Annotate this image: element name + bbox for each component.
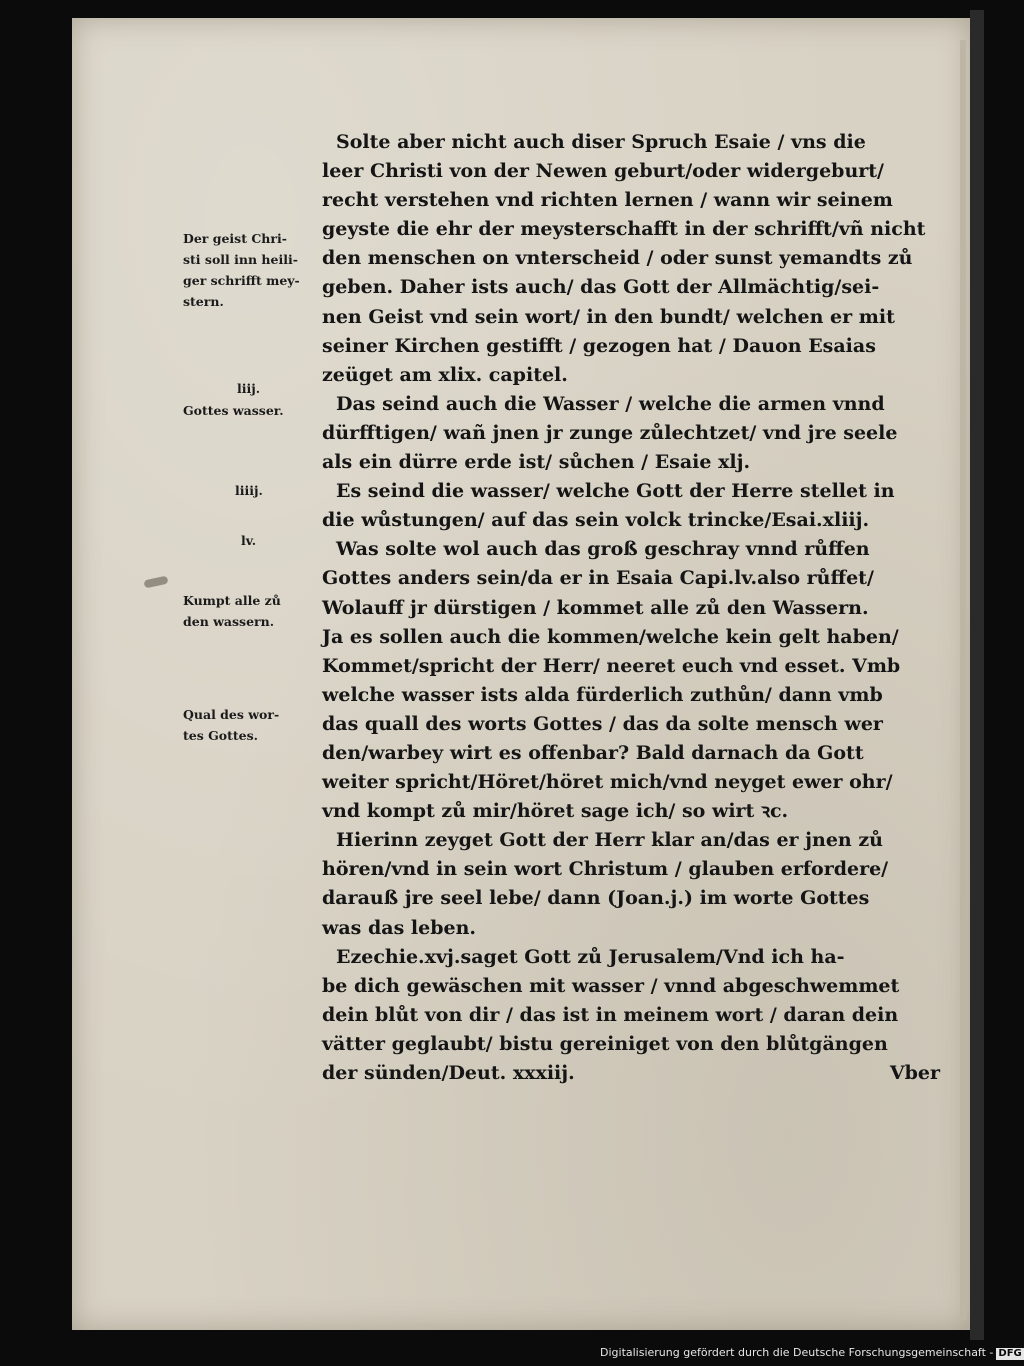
footer-text: Digitalisierung gefördert durch die Deutsche Forschungsgemeinschaft - — [600, 1346, 994, 1359]
text-line: Das seind auch die Wasser / welche die armen vnnd — [336, 392, 885, 415]
text-line: Gottes anders sein/da er in Esaia Capi.lv.also růffet/ — [322, 567, 874, 590]
digitization-footer — [600, 1346, 1022, 1360]
text-line: hören/vnd in sein wort Christum / glauben erfordere/ — [322, 858, 889, 881]
margin-note-line: lv. — [241, 533, 257, 548]
margin-note-line: tes Gottes. — [183, 728, 259, 743]
dfg-logo: DFG — [998, 1348, 1022, 1359]
margin-note-line: Gottes wasser. — [183, 403, 284, 418]
margin-note-line: ger schrifft mey- — [183, 273, 300, 288]
text-line: Es seind die wasser/ welche Gott der Herre stellet in — [336, 480, 895, 503]
margin-note-line: Der geist Chri- — [183, 231, 287, 246]
text-line: recht verstehen vnd richten lernen / wann wir seinem — [322, 189, 893, 212]
text-line: den menschen on vnterscheid / oder sunst yemandts zů — [322, 247, 913, 270]
margin-note — [235, 480, 263, 501]
margin-note-line: Kumpt alle zů — [183, 593, 281, 608]
margin-note-line: liij. — [237, 381, 261, 396]
text-line: dein blůt von dir / das ist in meinem wort / daran dein — [322, 1003, 899, 1026]
text-line: vnd kompt zů mir/höret sage ich/ so wirt ꝛc. — [322, 800, 789, 823]
text-line: geben. Daher ists auch/ das Gott der Allmächtig/sei- — [322, 276, 880, 299]
text-line: Ezechie.xvj.saget Gott zů Jerusalem/Vnd ich ha- — [336, 945, 845, 968]
text-line: was das leben. — [322, 916, 476, 939]
margin-note-line: Qual des wor- — [183, 707, 280, 722]
text-line: der sünden/Deut. xxxiij. — [322, 1062, 575, 1084]
text-line: das quall des worts Gottes / das da solte mensch wer — [322, 712, 883, 735]
text-line: dürfftigen/ wañ jnen jr zunge zůlechtzet/ vnd jre seele — [322, 421, 898, 444]
text-line: darauß jre seel lebe/ dann (Joan.j.) im worte Gottes — [322, 887, 870, 910]
text-line: leer Christi von der Newen geburt/oder widergeburt/ — [322, 160, 884, 183]
catchword: Vber — [889, 1062, 940, 1084]
margin-note — [241, 530, 256, 551]
page-edge — [960, 40, 966, 1320]
text-line: Ja es sollen auch die kommen/welche kein gelt haben/ — [322, 625, 899, 648]
text-line: den/warbey wirt es offenbar? Bald darnach da Gott — [322, 741, 864, 764]
margin-note — [183, 228, 300, 312]
margin-note-line: liiij. — [235, 483, 263, 498]
margin-note-line: sti soll inn heili- — [183, 252, 298, 267]
text-line: als ein dürre erde ist/ sůchen / Esaie xlj. — [322, 451, 751, 474]
text-line: nen Geist vnd sein wort/ in den bundt/ welchen er mit — [322, 305, 895, 328]
text-line: die wůstungen/ auf das sein volck trincke/Esai.xliij. — [322, 509, 870, 532]
text-line: Kommet/spricht der Herr/ neeret euch vnd esset. Vmb — [322, 654, 901, 677]
text-line: weiter spricht/Höret/höret mich/vnd neyget ewer ohr/ — [322, 771, 893, 794]
margin-note — [237, 378, 260, 399]
text-line: Hierinn zeyget Gott der Herr klar an/das er jnen zů — [336, 829, 883, 852]
text-line: zeüget am xlix. capitel. — [322, 363, 568, 386]
margin-note — [183, 590, 281, 632]
text-line: Was solte wol auch das groß geschray vnnd růffen — [336, 538, 870, 561]
margin-note-line: den wassern. — [183, 614, 275, 629]
main-text-block — [322, 128, 944, 1088]
margin-note-line: stern. — [183, 294, 224, 309]
text-line: vätter geglaubt/ bistu gereiniget von den blůtgängen — [322, 1032, 888, 1055]
text-line: welche wasser ists alda fürderlich zuthůn/ dann vmb — [322, 683, 883, 706]
text-line: be dich gewäschen mit wasser / vnnd abgeschwemmet — [322, 974, 900, 997]
page-binding-shadow — [970, 10, 984, 1340]
margin-note — [183, 704, 279, 746]
text-line: seiner Kirchen gestifft / gezogen hat / Dauon Esaias — [322, 334, 876, 357]
text-line: geyste die ehr der meysterschafft in der schrifft/vñ nicht — [322, 218, 926, 241]
text-line: Solte aber nicht auch diser Spruch Esaie / vns die — [336, 131, 866, 153]
text-line: Wolauff jr dürstigen / kommet alle zů den Wassern. — [322, 596, 869, 619]
margin-note — [183, 400, 284, 421]
